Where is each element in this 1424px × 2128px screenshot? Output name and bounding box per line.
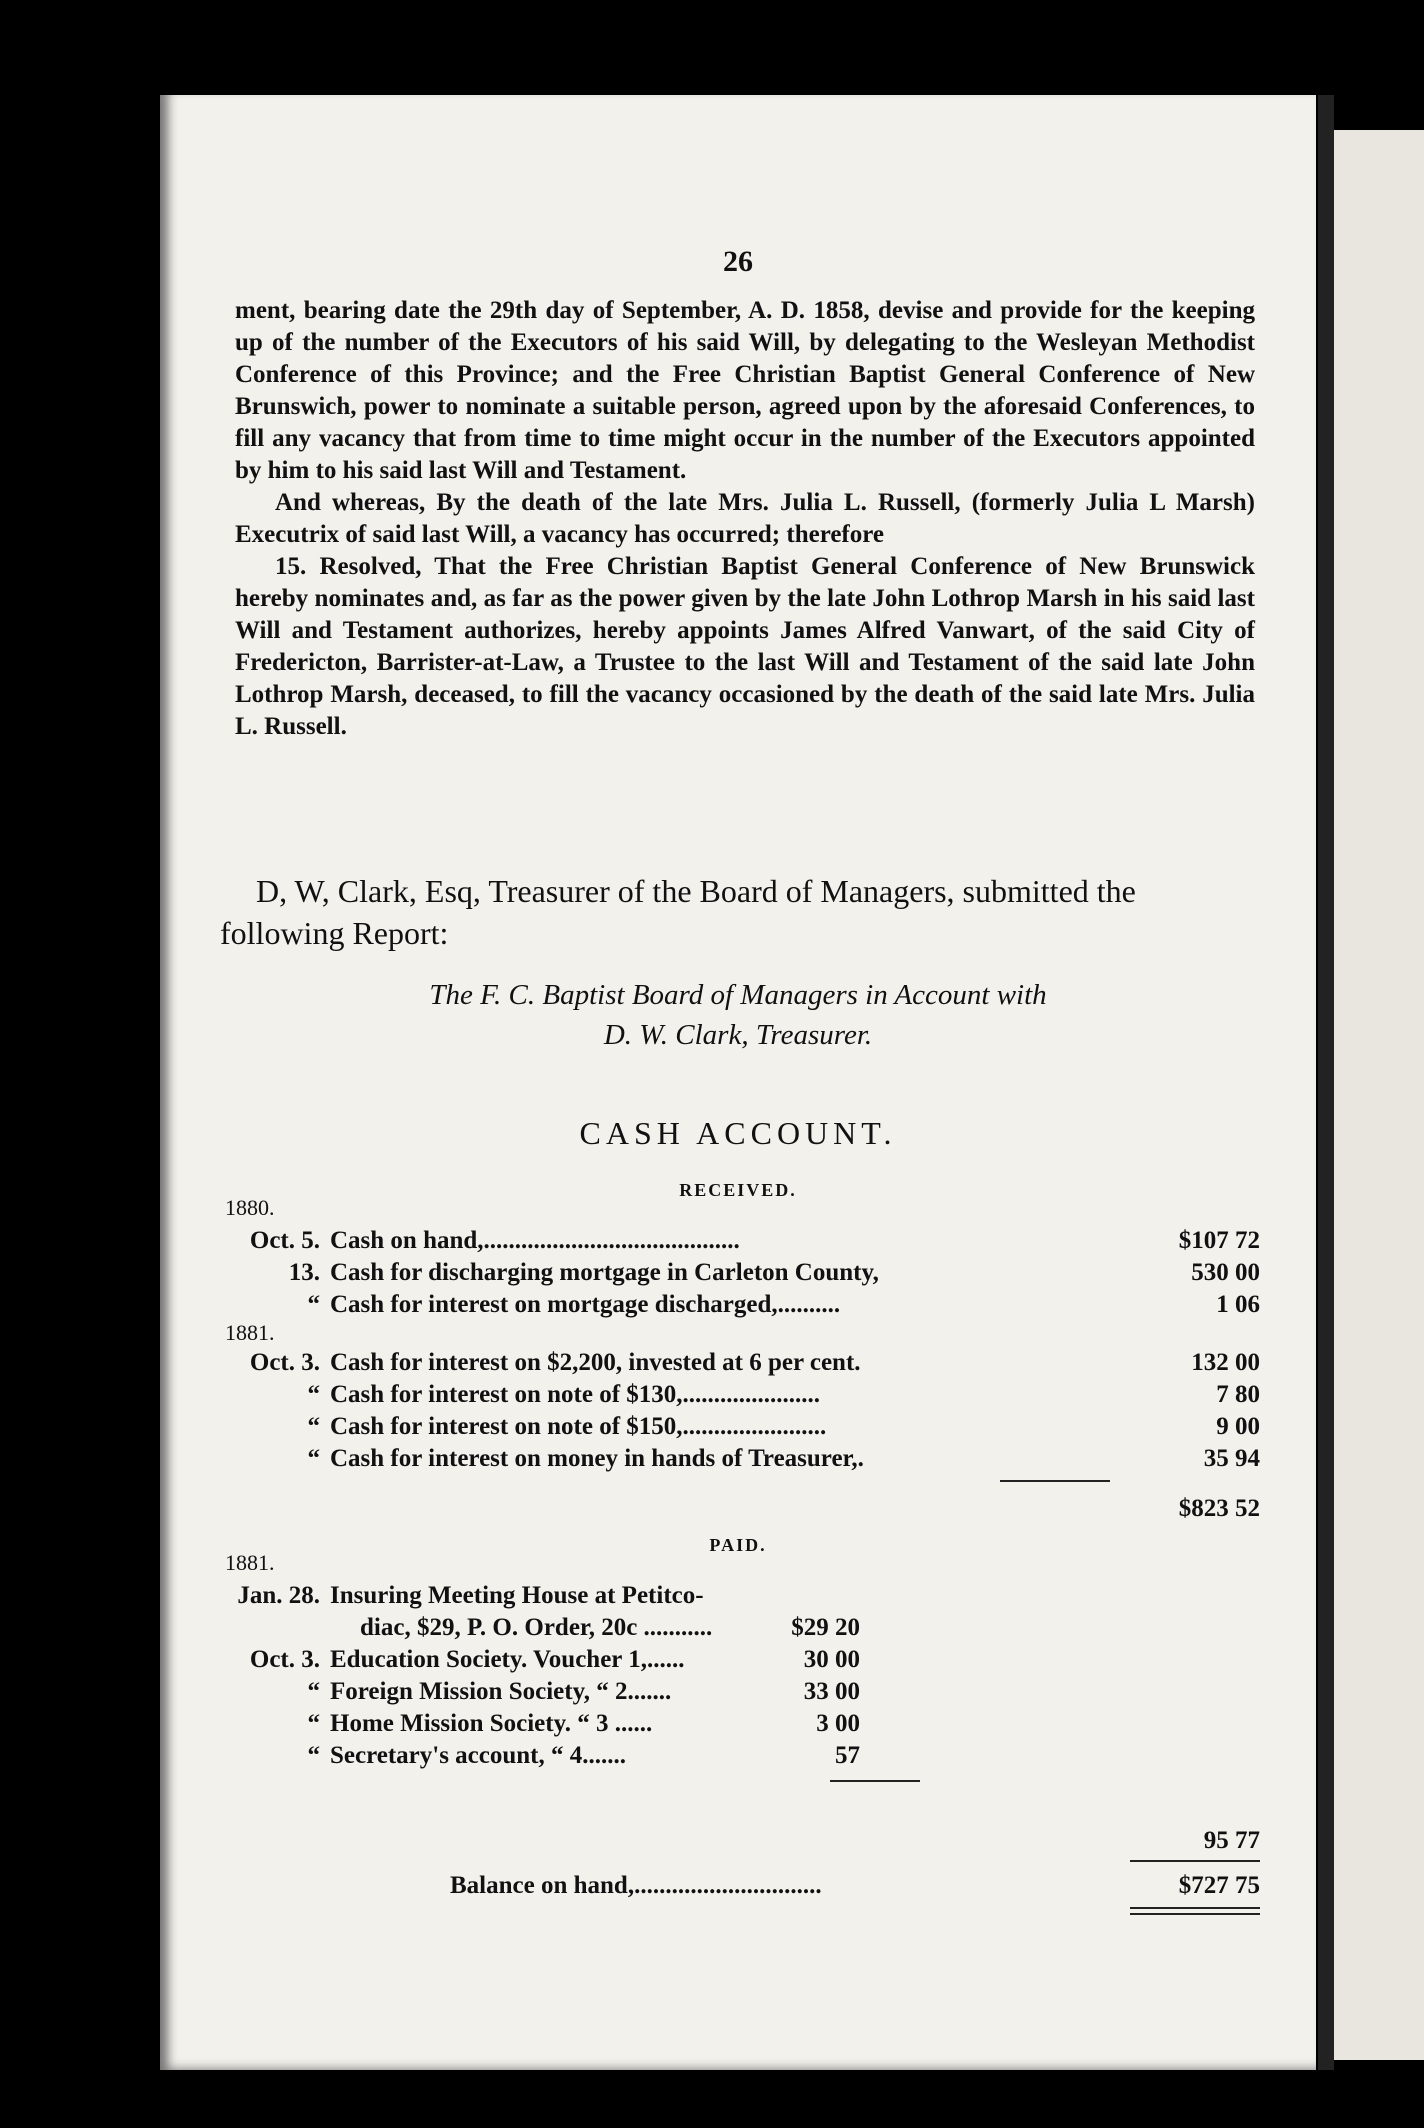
row-date: “	[307, 1678, 320, 1705]
row-amount: 7 80	[1216, 1381, 1260, 1408]
paragraph-1: ment, bearing date the 29th day of September, A. D. 1858, devise and provide for the keeping up of the number of the Executors of his said Will, by delegating to the Wesleyan Methodist Conference of this Province; and the Free Christian Baptist General Conference of New Brunswich, power to nominate a suitable person, agreed upon by the aforesaid Conferences, to fill any vacancy that from time to time might occur in the number of the Executors appointed by him to his said last Will and Testament.	[235, 297, 1255, 484]
row-description: diac, $29, P. O. Order, 20c ...........	[360, 1614, 713, 1641]
received-row	[210, 1443, 1260, 1475]
balance-double-rule-2	[1130, 1913, 1260, 1915]
received-row	[210, 1257, 1260, 1289]
total-rule	[1000, 1480, 1110, 1482]
row-amount: 57	[835, 1742, 860, 1769]
row-date: Oct. 5.	[249, 1227, 320, 1254]
row-date: “	[307, 1413, 320, 1440]
row-description: Cash for discharging mortgage in Carleton County,	[330, 1259, 879, 1286]
row-description: Education Society. Voucher 1,......	[330, 1646, 685, 1673]
paid-row	[210, 1708, 1260, 1740]
paid-subtotal: 95 77	[1203, 1827, 1260, 1854]
received-row	[210, 1225, 1260, 1257]
document-page	[160, 95, 1316, 2070]
page-number: 26	[723, 245, 753, 278]
row-amount: 33 00	[803, 1678, 860, 1705]
row-description: Cash for interest on note of $130,......................	[330, 1381, 821, 1408]
paid-row	[210, 1740, 1260, 1772]
row-amount: 530 00	[1191, 1259, 1260, 1286]
row-description: Secretary's account, “ 4.......	[330, 1742, 627, 1769]
paid-row	[210, 1580, 1260, 1612]
account-heading	[160, 975, 1316, 1055]
balance-amount: $727 75	[1178, 1872, 1260, 1899]
received-year-1881: 1881.	[225, 1320, 275, 1345]
received-row	[210, 1289, 1260, 1321]
book-gutter	[1318, 95, 1334, 2070]
row-description: Cash for interest on mortgage discharged,..........	[330, 1291, 841, 1318]
cash-account-title: CASH ACCOUNT.	[579, 1115, 897, 1151]
row-date: “	[307, 1710, 320, 1737]
paid-row	[210, 1676, 1260, 1708]
row-description: Insuring Meeting House at Petitco-	[330, 1582, 704, 1609]
account-heading-line2: D. W. Clark, Treasurer.	[603, 1019, 873, 1051]
received-total-row	[210, 1493, 1260, 1525]
paragraph-2: And whereas, By the death of the late Mrs. Julia L. Russell, (formerly Julia L Marsh) Executrix of said last Will, a vacancy has occurred; therefore	[235, 489, 1255, 548]
row-description: Cash for interest on $2,200, invested at 6 per cent.	[330, 1349, 861, 1376]
received-label: RECEIVED.	[679, 1180, 797, 1200]
row-description: Cash for interest on note of $150,.......................	[330, 1413, 827, 1440]
received-year-1880: 1880.	[225, 1195, 275, 1220]
row-amount: $29 20	[791, 1614, 860, 1641]
row-amount: 35 94	[1203, 1445, 1260, 1472]
row-date: “	[307, 1291, 320, 1318]
row-amount: $107 72	[1178, 1227, 1260, 1254]
row-description: Cash for interest on money in hands of Treasurer,.	[330, 1445, 864, 1472]
row-amount: 3 00	[816, 1710, 860, 1737]
row-amount: 9 00	[1216, 1413, 1260, 1440]
row-date: “	[307, 1381, 320, 1408]
row-amount: 30 00	[803, 1646, 860, 1673]
row-description: Foreign Mission Society, “ 2.......	[330, 1678, 672, 1705]
row-date: Jan. 28.	[237, 1582, 320, 1609]
paid-row	[210, 1612, 1260, 1644]
received-row	[210, 1411, 1260, 1443]
resolution-text	[235, 295, 1255, 743]
received-total: $823 52	[1178, 1495, 1260, 1522]
paragraph-3: 15. Resolved, That the Free Christian Baptist General Conference of New Brunswick hereby nominates and, as far as the power given by the late John Lothrop Marsh in his said last Will and Testament authorizes, hereby appoints James Alfred Vanwart, of the said City of Fredericton, Barrister-at-Law, a Trustee to the last Will and Testament of the said late John Lothrop Marsh, deceased, to fill the vacancy occasioned by the death of the said late Mrs. Julia L. Russell.	[235, 553, 1255, 740]
report-announcement: D, W, Clark, Esq, Treasurer of the Board of Managers, submitted the following Report:	[220, 873, 1136, 951]
account-heading-line1: The F. C. Baptist Board of Managers in Account with	[429, 979, 1047, 1011]
row-date: “	[307, 1742, 320, 1769]
row-description: Cash on hand,.........................................	[330, 1227, 740, 1254]
row-description: Home Mission Society. “ 3 ......	[330, 1710, 653, 1737]
balance-rule	[1130, 1860, 1260, 1862]
row-amount: 1 06	[1216, 1291, 1260, 1318]
paid-subtotal-row	[210, 1825, 1260, 1857]
balance-row	[210, 1870, 1260, 1902]
row-amount: 132 00	[1191, 1349, 1260, 1376]
received-row	[210, 1347, 1260, 1379]
paid-year-1881: 1881.	[225, 1550, 275, 1575]
row-date: “	[307, 1445, 320, 1472]
row-date: Oct. 3.	[249, 1349, 320, 1376]
paid-subtotal-rule	[830, 1780, 920, 1782]
row-date: 13.	[288, 1259, 320, 1286]
received-row	[210, 1379, 1260, 1411]
facing-page-edge	[1334, 130, 1424, 2060]
row-date: Oct. 3.	[249, 1646, 320, 1673]
balance-double-rule-1	[1130, 1907, 1260, 1909]
balance-label: Balance on hand,..............................	[450, 1872, 822, 1899]
paid-label: PAID.	[709, 1535, 767, 1555]
paid-row	[210, 1644, 1260, 1676]
